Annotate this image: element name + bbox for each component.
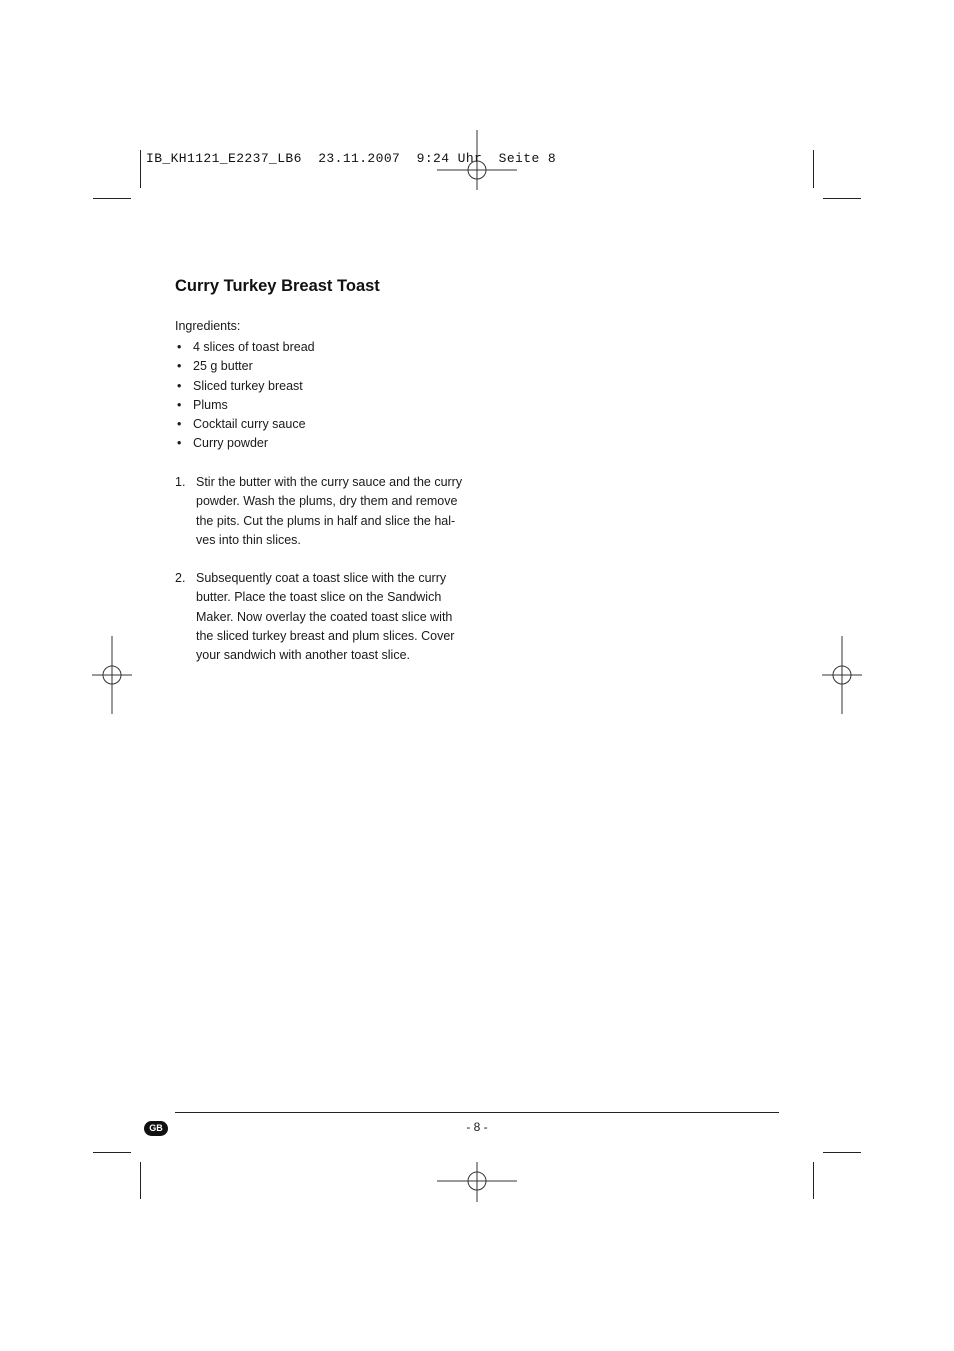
- bullet-icon: •: [177, 359, 182, 374]
- list-item: [175, 338, 315, 357]
- bullet-icon: •: [177, 378, 182, 393]
- list-item: [175, 434, 315, 453]
- crop-mark-top-right-horizontal: [823, 198, 861, 199]
- registration-mark-bottom-icon: [437, 1162, 517, 1202]
- list-item: [175, 415, 315, 434]
- crop-mark-top-right-vertical: [813, 150, 814, 188]
- bullet-icon: •: [177, 397, 182, 412]
- language-badge: GB: [144, 1121, 168, 1136]
- step-number: 2.: [175, 571, 186, 585]
- step-number: 1.: [175, 475, 186, 489]
- registration-mark-left-icon: [92, 636, 132, 714]
- bullet-icon: •: [177, 417, 182, 432]
- list-item: [175, 396, 315, 415]
- bullet-icon: •: [177, 340, 182, 354]
- ingredients-list: [175, 338, 315, 454]
- crop-mark-top-left-vertical: [140, 150, 141, 188]
- step-1: [175, 473, 475, 550]
- step-2: [175, 569, 475, 665]
- crop-mark-bottom-right-horizontal: [823, 1152, 861, 1153]
- bullet-icon: •: [177, 436, 182, 451]
- crop-mark-bottom-right-vertical: [813, 1162, 814, 1199]
- crop-mark-bottom-left-vertical: [140, 1162, 141, 1199]
- ingredient-text: 4 slices of toast bread: [193, 340, 315, 354]
- list-item: [175, 357, 315, 376]
- registration-mark-right-icon: [822, 636, 862, 714]
- crop-mark-top-left-horizontal: [93, 198, 131, 199]
- footer-divider: [175, 1112, 779, 1113]
- step-text: Stir the butter with the curry sauce and the curry powder. Wash the plums, dry them and remove the pits. Cut the plums in half and slice the hal- ves into thin slices.: [196, 475, 463, 547]
- page-number: - 8 -: [466, 1120, 488, 1134]
- step-text: Subsequently coat a toast slice with the curry butter. Place the toast slice on the Sandwich Maker. Now overlay the coated toast slice with the sliced turkey breast and plum slices. Cover your sandwich with another toast slice.: [196, 571, 455, 663]
- registration-mark-top-icon: [437, 130, 517, 190]
- ingredient-text: Curry powder: [193, 436, 269, 451]
- ingredient-text: 25 g butter: [193, 359, 253, 374]
- ingredients-label: Ingredients:: [175, 319, 241, 333]
- ingredient-text: Cocktail curry sauce: [193, 417, 306, 432]
- list-item: [175, 377, 315, 396]
- recipe-title: Curry Turkey Breast Toast: [175, 277, 380, 295]
- ingredient-text: Sliced turkey breast: [193, 378, 303, 393]
- ingredient-text: Plums: [193, 397, 228, 412]
- crop-mark-bottom-left-horizontal: [93, 1152, 131, 1153]
- print-slug: IB_KH1121_E2237_LB6 23.11.2007 9:24 Uhr Seite 8: [146, 151, 557, 166]
